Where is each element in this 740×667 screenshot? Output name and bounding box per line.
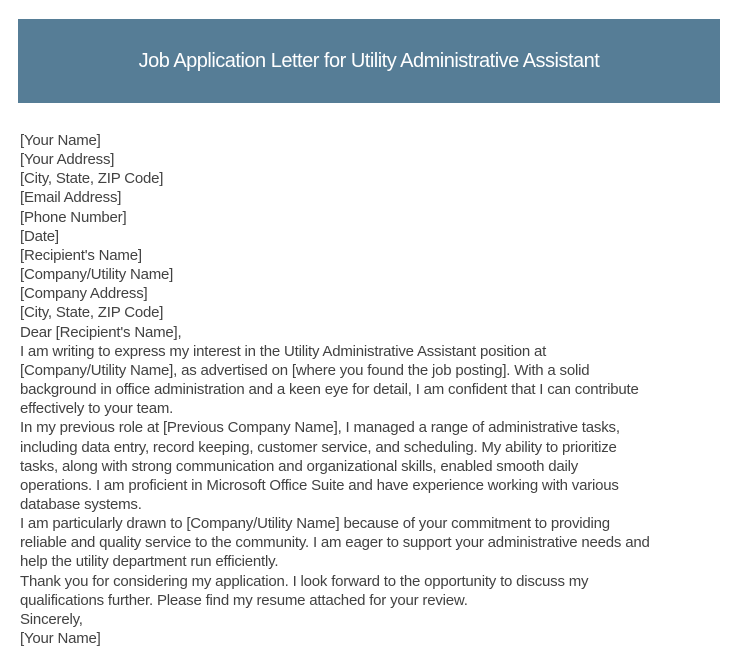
letter-line-para3-1: I am particularly drawn to [Company/Utility Name] because of your commitment to providing <box>20 515 610 533</box>
letter-line-date: [Date] <box>20 227 59 245</box>
letter-line-city-state-zip: [City, State, ZIP Code] <box>20 170 164 188</box>
letter-line-company-address: [Company Address] <box>20 285 148 303</box>
letter-line-company-city-state-zip: [City, State, ZIP Code] <box>20 304 164 322</box>
letter-line-para1-4: effectively to your team. <box>20 400 174 418</box>
letter-line-recipient-name: [Recipient's Name] <box>20 246 142 264</box>
letter-line-para2-3: tasks, along with strong communication and organizational skills, enabled smooth daily <box>20 457 579 475</box>
letter-line-para2-5: database systems. <box>20 495 142 513</box>
letter-line-company-name: [Company/Utility Name] <box>20 266 174 284</box>
letter-line-para2-4: operations. I am proficient in Microsoft Office Suite and have experience working with various <box>20 476 619 494</box>
letter-line-para3-3: help the utility department run efficiently. <box>20 553 279 571</box>
letter-line-signature: [Your Name] <box>20 630 101 648</box>
letter-line-phone: [Phone Number] <box>20 208 127 226</box>
letter-line-para2-2: including data entry, record keeping, customer service, and scheduling. My ability to prioritize <box>20 438 617 456</box>
letter-line-your-address: [Your Address] <box>20 151 115 169</box>
letter-line-para4-2: qualifications further. Please find my resume attached for your review. <box>20 591 468 609</box>
letter-line-your-name: [Your Name] <box>20 132 101 149</box>
letter-line-para3-2: reliable and quality service to the community. I am eager to support your administrative needs and <box>20 534 650 552</box>
letter-body <box>20 131 732 648</box>
header-banner <box>18 19 720 103</box>
letter-line-para1-2: [Company/Utility Name], as advertised on [where you found the job posting]. With a solid <box>20 361 590 379</box>
letter-line-closing: Sincerely, <box>20 610 83 628</box>
letter-line-para1-3: background in office administration and a keen eye for detail, I am confident that I can contribute <box>20 381 639 399</box>
letter-line-salutation: Dear [Recipient's Name], <box>20 323 182 341</box>
letter-line-para2-1: In my previous role at [Previous Company Name], I managed a range of administrative tasks, <box>20 419 620 437</box>
letter-line-para1-1: I am writing to express my interest in the Utility Administrative Assistant position at <box>20 342 547 360</box>
letter-line-email: [Email Address] <box>20 189 122 207</box>
page-title: Job Application Letter for Utility Administrative Assistant <box>138 49 600 72</box>
letter-line-para4-1: Thank you for considering my application. I look forward to the opportunity to discuss my <box>20 572 589 590</box>
